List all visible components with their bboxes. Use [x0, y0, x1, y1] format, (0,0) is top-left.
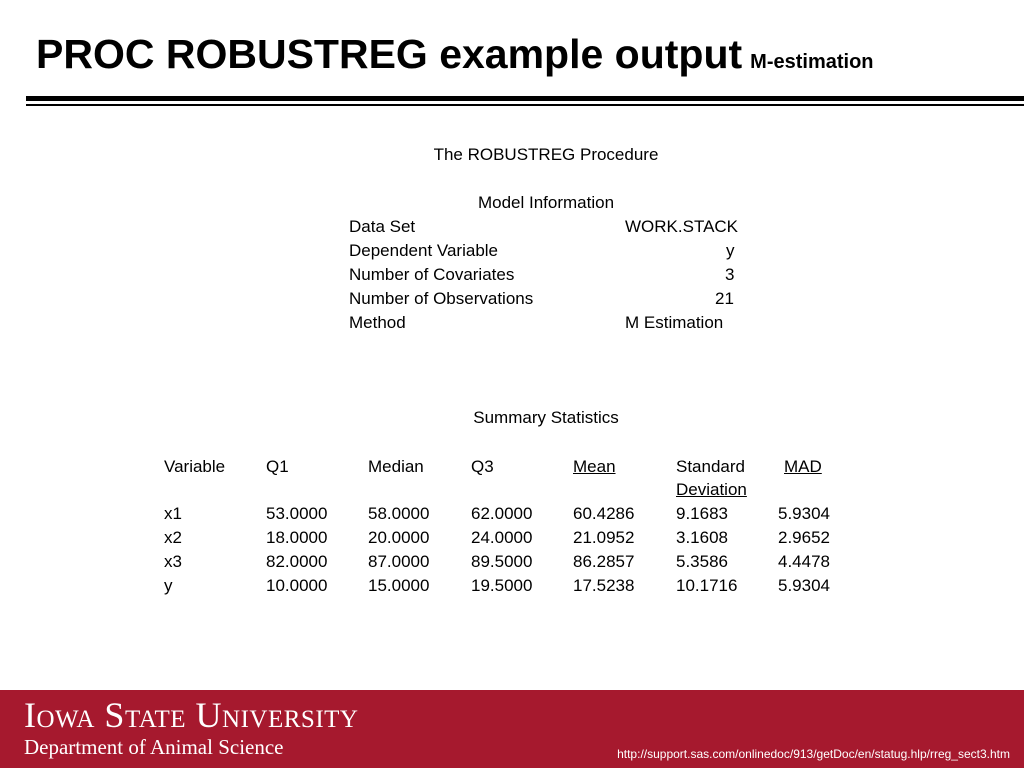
summary-cell: 4.4478 — [778, 552, 830, 571]
summary-cell: 89.5000 — [471, 552, 533, 571]
procedure-title: The ROBUSTREG Procedure — [433, 145, 659, 164]
summary-cell: 5.3586 — [676, 552, 728, 571]
model-info-label: Data Set — [349, 217, 416, 236]
summary-cell: 5.9304 — [778, 576, 830, 595]
summary-cell: 10.0000 — [266, 576, 328, 595]
summary-cell: 18.0000 — [266, 528, 328, 547]
summary-cell: 15.0000 — [368, 576, 430, 595]
university-name: Iowa State University — [24, 695, 359, 735]
summary-heading: Summary Statistics — [473, 408, 619, 427]
summary-col-header: MAD — [784, 457, 822, 476]
model-info-label: Number of Covariates — [349, 265, 515, 284]
title-rule-thick — [26, 96, 1024, 101]
summary-col-header: Q1 — [266, 457, 289, 476]
summary-cell: 60.4286 — [573, 504, 635, 523]
slide-subtitle: M-estimation — [750, 51, 874, 73]
summary-cell: 20.0000 — [368, 528, 430, 547]
slide-title — [36, 31, 874, 77]
summary-cell: 19.5000 — [471, 576, 533, 595]
model-info-label: Dependent Variable — [349, 241, 499, 260]
summary-cell: 87.0000 — [368, 552, 430, 571]
model-info-value: 3 — [725, 265, 735, 284]
footer-bar — [0, 690, 1024, 768]
slide-title-main: PROC ROBUSTREG example output — [36, 31, 743, 77]
summary-cell: 53.0000 — [266, 504, 328, 523]
summary-cell: y — [164, 576, 173, 595]
summary-cell: 62.0000 — [471, 504, 533, 523]
summary-cell: x3 — [164, 552, 182, 571]
summary-cell: 5.9304 — [778, 504, 830, 523]
summary-cell: 58.0000 — [368, 504, 430, 523]
summary-cell: x2 — [164, 528, 182, 547]
model-info-value: 21 — [715, 289, 734, 308]
summary-cell: 17.5238 — [573, 576, 635, 595]
model-info-value: y — [726, 241, 735, 260]
model-info-label: Method — [349, 313, 406, 332]
summary-cell: 9.1683 — [676, 504, 728, 523]
summary-cell: 21.0952 — [573, 528, 635, 547]
summary-col-header: Mean — [573, 457, 616, 476]
model-info-value: M Estimation — [625, 313, 724, 332]
summary-cell: 86.2857 — [573, 552, 635, 571]
model-info-heading: Model Information — [477, 193, 615, 212]
summary-col-header: Standard — [676, 457, 745, 476]
title-rule-thin — [26, 104, 1024, 106]
summary-cell: 3.1608 — [676, 528, 728, 547]
summary-cell: x1 — [164, 504, 182, 523]
model-info-value: WORK.STACK — [625, 217, 739, 236]
summary-cell: 24.0000 — [471, 528, 533, 547]
summary-col-header: Variable — [164, 457, 226, 476]
summary-cell: 10.1716 — [676, 576, 738, 595]
department-name: Department of Animal Science — [24, 735, 284, 759]
source-url[interactable]: http://support.sas.com/onlinedoc/913/getDoc/en/statug.hlp/rreg_sect3.htm — [617, 747, 1010, 761]
summary-col-header: Median — [368, 457, 424, 476]
summary-col-header-line2: Deviation — [676, 480, 747, 499]
model-info-label: Number of Observations — [349, 289, 534, 308]
summary-cell: 82.0000 — [266, 552, 328, 571]
summary-cell: 2.9652 — [778, 528, 830, 547]
summary-col-header: Q3 — [471, 457, 494, 476]
